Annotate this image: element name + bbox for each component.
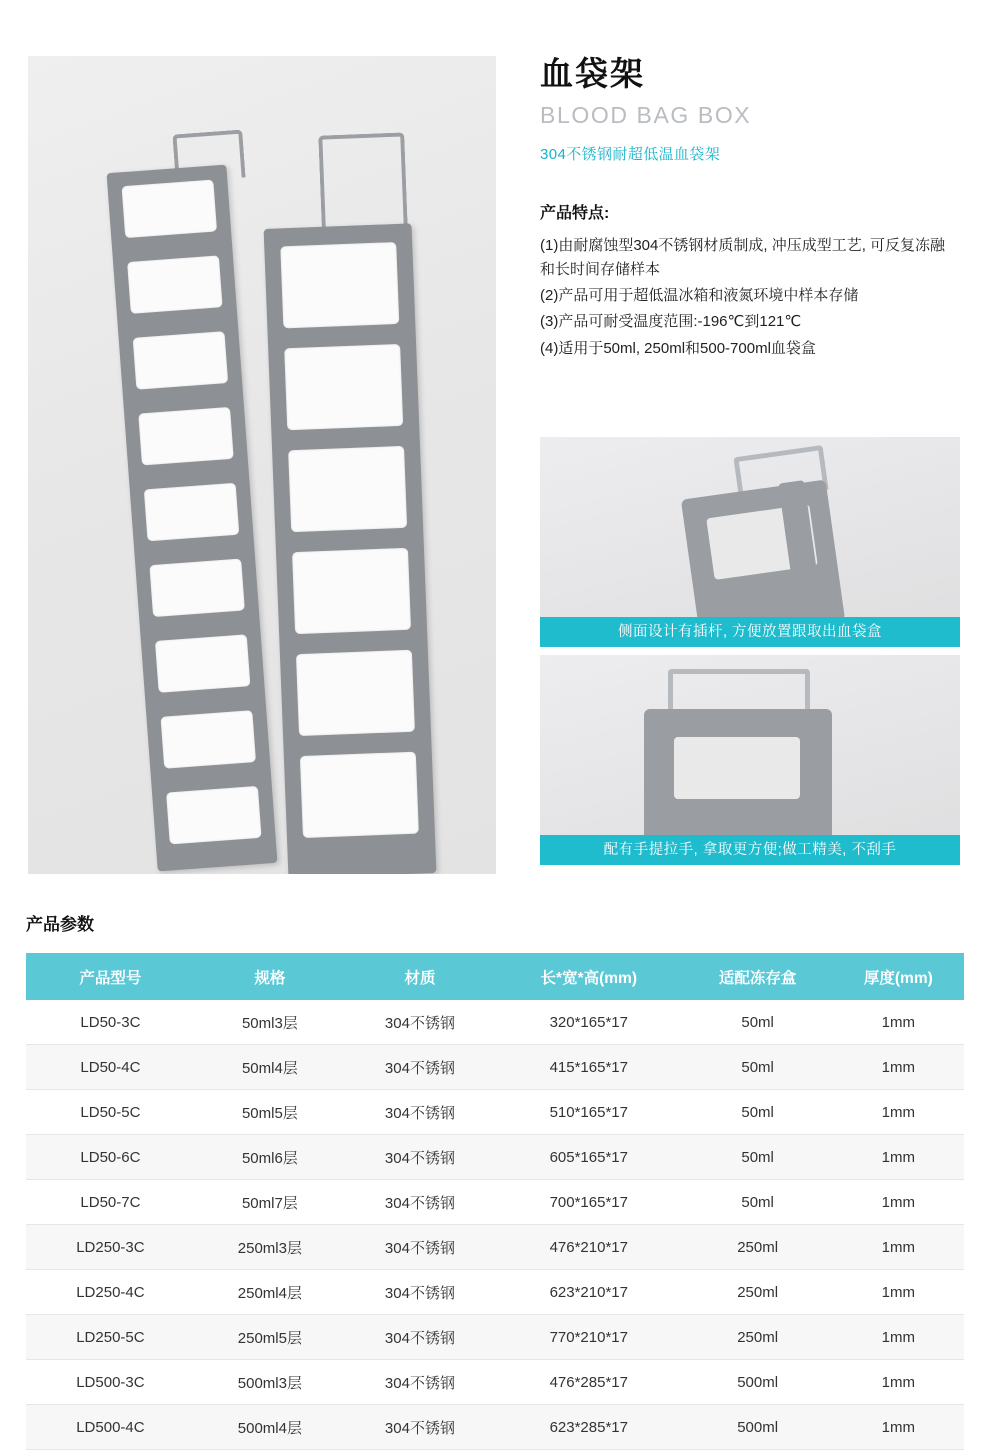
- cell-model: LD250-3C: [26, 1225, 195, 1270]
- cell-fit-box: 50ml: [683, 1135, 833, 1180]
- rack-illustration-b: [264, 223, 437, 874]
- cell-fit-box: 500ml: [683, 1405, 833, 1450]
- cell-material: 304不锈钢: [345, 1315, 495, 1360]
- cell-fit-box: 500ml: [683, 1360, 833, 1405]
- table-header-row: [26, 953, 964, 1000]
- col-header-dimensions: 长*宽*高(mm): [495, 953, 683, 1000]
- features-list: [540, 234, 960, 361]
- cell-thickness: 1mm: [833, 1315, 964, 1360]
- cell-material: 304不锈钢: [345, 1045, 495, 1090]
- cell-model: LD50-4C: [26, 1045, 195, 1090]
- cell-dimensions: 700*165*17: [495, 1180, 683, 1225]
- detail-photo-lift-handle: [540, 655, 960, 865]
- cell-thickness: 1mm: [833, 1270, 964, 1315]
- detail-rack-window: [674, 737, 800, 799]
- cell-spec: 250ml4层: [195, 1270, 345, 1315]
- feature-item: (1)由耐腐蚀型304不锈钢材质制成, 冲压成型工艺, 可反复冻融和长时间存储样本: [540, 236, 946, 278]
- table-row: [26, 1225, 964, 1270]
- product-subtitle: 304不锈钢耐超低温血袋架: [540, 145, 721, 163]
- cell-fit-box: 250ml: [683, 1225, 833, 1270]
- cell-thickness: 1mm: [833, 1225, 964, 1270]
- feature-item: (2)产品可用于超低温冰箱和液氮环境中样本存储: [540, 287, 859, 305]
- cell-dimensions: 623*285*17: [495, 1405, 683, 1450]
- cell-fit-box: 50ml: [683, 1180, 833, 1225]
- cell-fit-box: 50ml: [683, 1000, 833, 1045]
- col-header-material: 材质: [345, 953, 495, 1000]
- detail-caption: 侧面设计有插杆, 方便放置跟取出血袋盒: [540, 617, 960, 647]
- feature-item: (3)产品可耐受温度范围:-196℃到121℃: [540, 313, 802, 331]
- cell-spec: 50ml6层: [195, 1135, 345, 1180]
- main-product-photo: [28, 56, 496, 874]
- cell-material: 304不锈钢: [345, 1225, 495, 1270]
- cell-dimensions: 476*285*17: [495, 1360, 683, 1405]
- cell-thickness: 1mm: [833, 1405, 964, 1450]
- cell-dimensions: 605*165*17: [495, 1135, 683, 1180]
- cell-spec: 250ml5层: [195, 1315, 345, 1360]
- col-header-spec: 规格: [195, 953, 345, 1000]
- col-header-model: 产品型号: [26, 953, 195, 1000]
- rack-b-handle: [318, 132, 408, 229]
- table-row: [26, 1270, 964, 1315]
- cell-spec: 50ml5层: [195, 1090, 345, 1135]
- cell-dimensions: 623*210*17: [495, 1270, 683, 1315]
- table-row: [26, 1000, 964, 1045]
- cell-thickness: 1mm: [833, 1135, 964, 1180]
- table-row: [26, 1090, 964, 1135]
- cell-dimensions: 415*165*17: [495, 1045, 683, 1090]
- cell-spec: 250ml3层: [195, 1225, 345, 1270]
- cell-model: LD500-4C: [26, 1405, 195, 1450]
- table-row: [26, 1135, 964, 1180]
- cell-spec: 500ml3层: [195, 1360, 345, 1405]
- cell-model: LD500-3C: [26, 1360, 195, 1405]
- product-info: [540, 54, 960, 363]
- cell-spec: 50ml4层: [195, 1045, 345, 1090]
- detail-photo-side-design: [540, 437, 960, 647]
- cell-material: 304不锈钢: [345, 1405, 495, 1450]
- cell-material: 304不锈钢: [345, 1270, 495, 1315]
- cell-material: 304不锈钢: [345, 1135, 495, 1180]
- params-section-title: 产品参数: [26, 915, 94, 934]
- product-title-cn: 血袋架: [540, 55, 645, 92]
- product-title-en: BLOOD BAG BOX: [540, 101, 752, 128]
- cell-thickness: 1mm: [833, 1090, 964, 1135]
- cell-dimensions: 770*210*17: [495, 1315, 683, 1360]
- rack-illustration-a: [107, 165, 278, 872]
- table-row: [26, 1405, 964, 1450]
- cell-model: LD50-3C: [26, 1000, 195, 1045]
- cell-model: LD50-5C: [26, 1090, 195, 1135]
- cell-material: 304不锈钢: [345, 1000, 495, 1045]
- cell-dimensions: 476*210*17: [495, 1225, 683, 1270]
- detail-caption: 配有手提拉手, 拿取更方便;做工精美, 不刮手: [540, 835, 960, 865]
- cell-thickness: 1mm: [833, 1000, 964, 1045]
- table-row: [26, 1360, 964, 1405]
- col-header-thickness: 厚度(mm): [833, 953, 964, 1000]
- cell-spec: 50ml7层: [195, 1180, 345, 1225]
- cell-model: LD50-7C: [26, 1180, 195, 1225]
- cell-spec: 500ml4层: [195, 1405, 345, 1450]
- cell-model: LD250-5C: [26, 1315, 195, 1360]
- cell-material: 304不锈钢: [345, 1090, 495, 1135]
- cell-thickness: 1mm: [833, 1360, 964, 1405]
- table-row: [26, 1045, 964, 1090]
- params-table-body: [26, 1000, 964, 1450]
- cell-fit-box: 50ml: [683, 1090, 833, 1135]
- cell-material: 304不锈钢: [345, 1180, 495, 1225]
- cell-spec: 50ml3层: [195, 1000, 345, 1045]
- cell-thickness: 1mm: [833, 1045, 964, 1090]
- cell-model: LD50-6C: [26, 1135, 195, 1180]
- cell-fit-box: 250ml: [683, 1270, 833, 1315]
- features-heading: 产品特点:: [540, 204, 610, 222]
- params-table-head: [26, 953, 964, 1000]
- cell-fit-box: 250ml: [683, 1315, 833, 1360]
- feature-item: (4)适用于50ml, 250ml和500-700ml血袋盒: [540, 339, 816, 357]
- col-header-fit-box: 适配冻存盒: [683, 953, 833, 1000]
- cell-model: LD250-4C: [26, 1270, 195, 1315]
- cell-material: 304不锈钢: [345, 1360, 495, 1405]
- cell-dimensions: 510*165*17: [495, 1090, 683, 1135]
- cell-fit-box: 50ml: [683, 1045, 833, 1090]
- table-row: [26, 1315, 964, 1360]
- table-row: [26, 1180, 964, 1225]
- cell-thickness: 1mm: [833, 1180, 964, 1225]
- params-table: [26, 953, 964, 1450]
- cell-dimensions: 320*165*17: [495, 1000, 683, 1045]
